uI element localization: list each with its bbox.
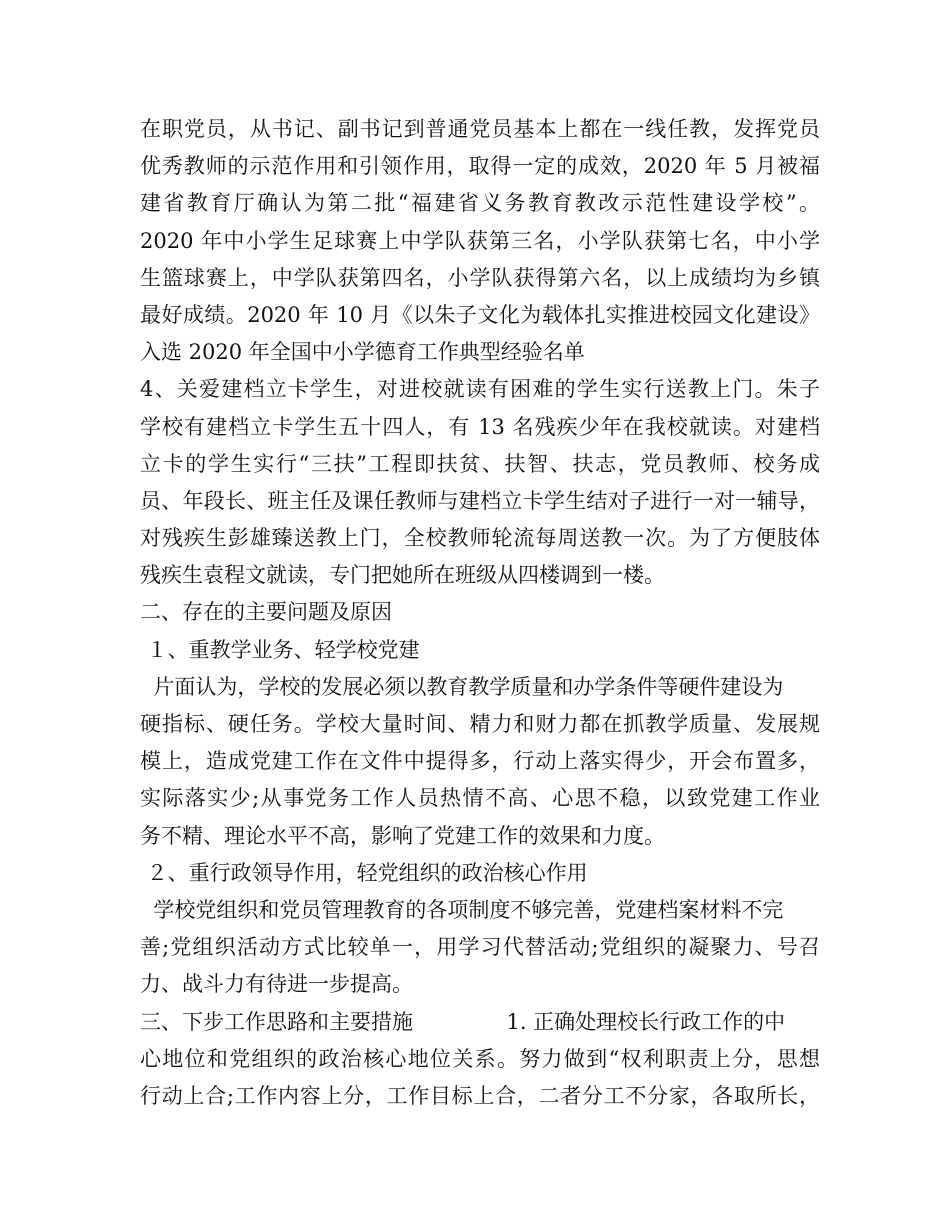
- text-line: 员、年段长、班主任及课任教师与建档立卡学生结对子进行一对一辅导，: [140, 488, 820, 513]
- document-page: [140, 111, 820, 1115]
- text-line: 学校党组织和党员管理教育的各项制度不够完善，党建档案材料不完: [140, 897, 784, 922]
- text-line: 片面认为，学校的发展必须以教育教学质量和办学条件等硬件建设为: [140, 674, 784, 699]
- text-line: 建省教育厅确认为第二批“福建省义务教育教改示范性建设学校”。: [140, 191, 820, 216]
- text-line: 对残疾生彭雄臻送教上门，全校教师轮流每周送教一次。为了方便肢体: [140, 526, 820, 551]
- text-line: 行动上合;工作内容上分，工作目标上合，二者分工不分家，各取所长，: [140, 1083, 820, 1108]
- text-line: 三、下步工作思路和主要措施 1. 正确处理校长行政工作的中: [140, 1009, 786, 1034]
- text-line: 实际落实少;从事党务工作人员热情不高、心思不稳，以致党建工作业: [140, 786, 820, 811]
- text-line: 入选 2020 年全国中小学德育工作典型经验名单: [140, 340, 585, 365]
- text-line: 硬指标、硬任务。学校大量时间、精力和财力都在抓教学质量、发展规: [140, 712, 820, 736]
- text-line: 二、存在的主要问题及原因: [140, 600, 392, 625]
- text-line: 模上，造成党建工作在文件中提得多，行动上落实得少，开会布置多，: [140, 749, 820, 774]
- text-line: 善;党组织活动方式比较单一，用学习代替活动;党组织的凝聚力、号召: [140, 935, 820, 960]
- text-line: 4、关爱建档立卡学生，对进校就读有困难的学生实行送教上门。朱子: [140, 377, 820, 402]
- text-line: ２、重行政领导作用，轻党组织的政治核心作用: [140, 860, 588, 885]
- text-line: 力、战斗力有待进一步提高。: [140, 972, 413, 997]
- text-line: 立卡的学生实行“三扶”工程即扶贫、扶智、扶志，党员教师、校务成: [140, 451, 820, 476]
- text-line: 务不精、理论水平不高，影响了党建工作的效果和力度。: [140, 823, 665, 848]
- text-line: 最好成绩。2020 年 10 月《以朱子文化为载体扎实推进校园文化建设》: [140, 302, 820, 327]
- text-line: 残疾生袁程文就读，专门把她所在班级从四楼调到一楼。: [140, 563, 665, 588]
- text-line: 2020 年中小学生足球赛上中学队获第三名，小学队获第七名，中小学: [140, 228, 820, 253]
- text-line: 生篮球赛上，中学队获第四名，小学队获得第六名，以上成绩均为乡镇: [140, 265, 820, 290]
- text-line: 心地位和党组织的政治核心地位关系。努力做到“权利职责上分，思想: [140, 1046, 820, 1071]
- text-line: 学校有建档立卡学生五十四人，有 13 名残疾少年在我校就读。对建档: [140, 414, 820, 439]
- text-line: １、重教学业务、轻学校党建: [140, 637, 420, 662]
- text-line: 在职党员，从书记、副书记到普通党员基本上都在一线任教，发挥党员: [140, 117, 820, 141]
- text-line: 优秀教师的示范作用和引领作用，取得一定的成效，2020 年 5 月被福: [140, 154, 820, 179]
